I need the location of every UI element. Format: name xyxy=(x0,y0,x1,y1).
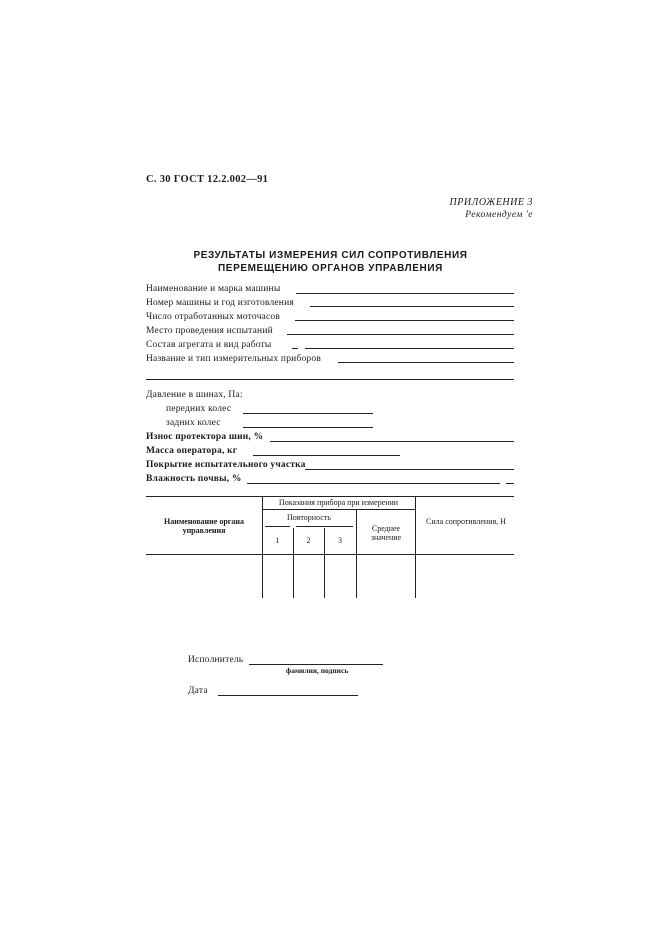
field-instruments-label: Название и тип измерительных приборов xyxy=(146,354,322,364)
field-front-wheels-line[interactable] xyxy=(243,413,373,414)
field-soil-moisture-dash xyxy=(506,483,514,484)
table-header-rep-2: 2 xyxy=(306,536,311,545)
field-soil-moisture-line[interactable] xyxy=(247,483,500,484)
field-test-location-line[interactable] xyxy=(287,334,514,335)
table-top-border xyxy=(146,496,514,497)
field-test-surface-label: Покрытие испытательного участка xyxy=(146,460,306,470)
field-engine-hours-label: Число отработанных моточасов xyxy=(146,312,281,322)
field-operator-mass-line[interactable] xyxy=(253,455,400,456)
field-tire-pressure-label: Давление в шинах, Па: xyxy=(146,390,243,400)
field-machine-name-line[interactable] xyxy=(296,293,514,294)
table-header-repetition: Повторность xyxy=(287,513,331,522)
table-header-force: Сила сопротивления, Н xyxy=(426,517,506,526)
date-line[interactable] xyxy=(218,695,358,696)
field-soil-moisture-label: Влажность почвы, % xyxy=(146,474,242,484)
field-instruments-line[interactable] xyxy=(338,362,514,363)
table-col-divider-1 xyxy=(262,496,263,598)
document-title-line-1: РЕЗУЛЬТАТЫ ИЗМЕРЕНИЯ СИЛ СОПРОТИВЛЕНИЯ xyxy=(193,250,468,261)
field-operator-mass-label: Масса оператора, кг xyxy=(146,446,238,456)
field-engine-hours-line[interactable] xyxy=(295,320,514,321)
table-header-control-name: Наименование органа управления xyxy=(163,517,245,535)
field-rear-wheels-line[interactable] xyxy=(243,427,373,428)
field-unit-composition-label: Состав агрегата и вид работы xyxy=(146,340,272,350)
field-tread-wear-line[interactable] xyxy=(270,441,514,442)
field-instruments-line-2[interactable] xyxy=(146,379,514,380)
document-title-line-2: ПЕРЕМЕЩЕНИЮ ОРГАНОВ УПРАВЛЕНИЯ xyxy=(218,263,443,274)
table-header-bottom-border xyxy=(146,554,514,555)
field-tread-wear-label: Износ протектора шин, % xyxy=(146,432,264,442)
field-rear-wheels-label: задних колес xyxy=(166,418,221,428)
table-header-rep-1: 1 xyxy=(275,536,280,545)
field-machine-name-label: Наименование и марка машины xyxy=(146,284,281,294)
table-group-divider xyxy=(262,509,415,510)
table-header-average: Среднее значение xyxy=(370,524,402,542)
date-label: Дата xyxy=(188,686,208,696)
field-machine-number-line[interactable] xyxy=(310,306,514,307)
table-rep-divider-b xyxy=(296,526,353,527)
field-test-surface-line[interactable] xyxy=(305,469,514,470)
field-front-wheels-label: передних колес xyxy=(166,404,232,414)
field-unit-composition-dash xyxy=(292,348,298,349)
appendix-label: ПРИЛОЖЕНИЕ 3 xyxy=(449,197,533,208)
table-rep-divider-a xyxy=(265,526,290,527)
table-header-rep-3: 3 xyxy=(338,536,342,545)
page-header: С. 30 ГОСТ 12.2.002—91 xyxy=(146,174,269,185)
executor-label: Исполнитель xyxy=(188,655,244,665)
field-machine-number-label: Номер машины и год изготовления xyxy=(146,298,294,308)
executor-signature-line[interactable] xyxy=(249,664,383,665)
table-header-readings: Показания прибора при измерении xyxy=(278,498,399,507)
appendix-status: Рекомендуем 'е xyxy=(465,210,533,220)
table-col-divider-5 xyxy=(415,496,416,598)
executor-caption: фамилия, подпись xyxy=(286,666,349,675)
field-test-location-label: Место проведения испытаний xyxy=(146,326,273,336)
field-unit-composition-line[interactable] xyxy=(305,348,514,349)
